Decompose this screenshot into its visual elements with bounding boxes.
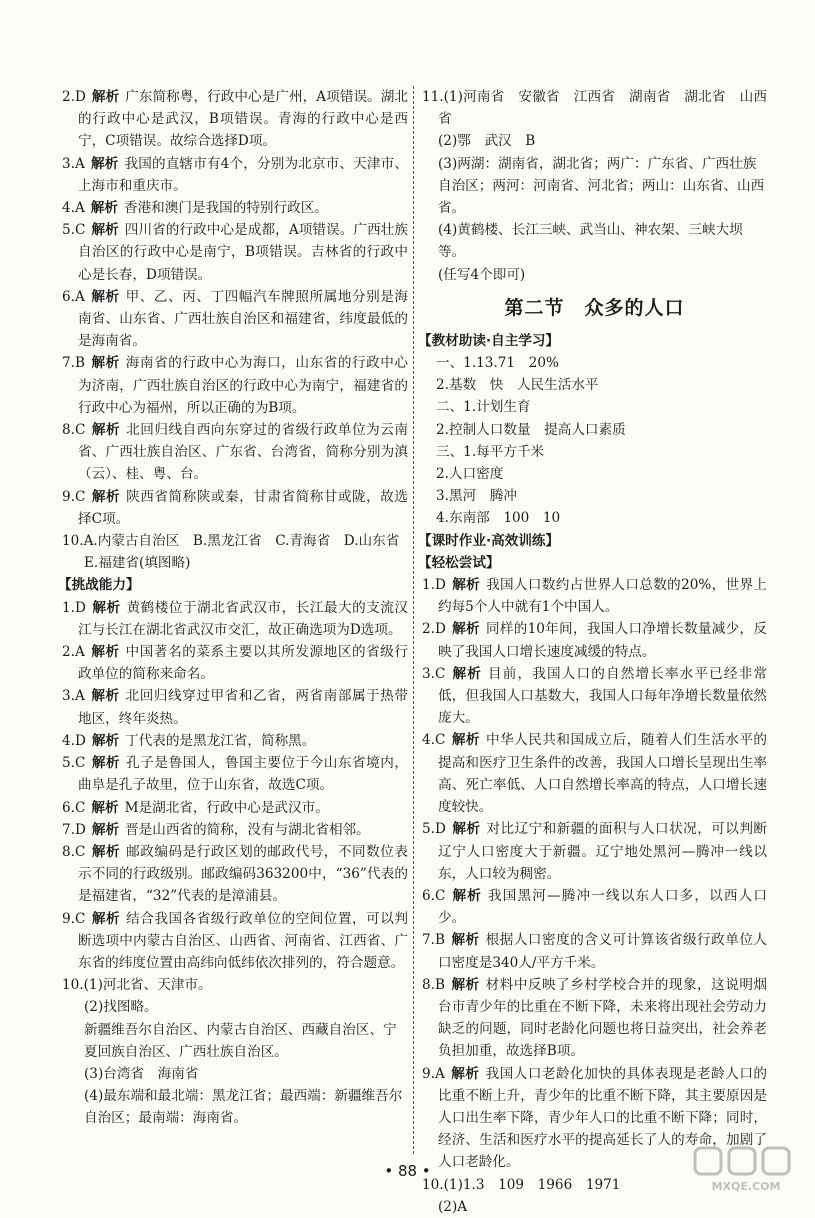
answer-item <box>422 974 767 1063</box>
answer-text: 邮政编码是行政区划的邮政代号，不同数位表示不同的行政级别。邮政编码363200中，“36”代表的是福建省，“32”代表的是漳浦县。 <box>78 843 408 905</box>
sub-answer: 新疆维吾尔自治区、内蒙古自治区、西藏自治区、宁夏回族自治区、广西壮族自治区。 <box>84 1021 397 1060</box>
answer-number: 4.A <box>62 200 85 217</box>
answer-item <box>62 841 408 908</box>
sub-answer: (2)鄂 武汉 B <box>438 133 536 150</box>
answer-text: 同样的10年间，我国人口净增长数量减少，反映了我国人口增长速度减缓的特点。 <box>438 621 768 660</box>
answer-text: 北回归线自西向东穿过的省级行政单位为云南省、广西壮族自治区、广东省、台湾省，简称分别为滇（云）、桂、粤、台。 <box>78 422 408 483</box>
answer-item <box>62 486 408 530</box>
answer-text: 中华人民共和国成立后，随着人们生活水平的提高和医疗卫生条件的改善，我国人口增长呈现出生率高、死亡率低、人口自然增长率高的特点，人口增长速度较快。 <box>438 732 768 816</box>
answer-text: 根据人口密度的含义可计算该省级行政单位人口密度是340人/平方千米。 <box>438 932 768 971</box>
answer-text: 10.(1)1.3 109 1966 1971 <box>422 1176 621 1193</box>
answer-item <box>62 908 408 975</box>
watermark-logo-icon <box>691 1144 801 1194</box>
answer-number: 5.D <box>422 821 446 838</box>
section-heading: 【教材助读·自主学习】 <box>418 332 560 349</box>
answer-item <box>422 929 767 973</box>
fill-answer: 3.黑河 腾冲 <box>436 488 517 505</box>
fill-answer: 2.控制人口数量 提高人口素质 <box>436 421 626 438</box>
answer-text: 北回归线穿过甲省和乙省，两省南部属于热带地区，终年炎热。 <box>78 688 408 727</box>
answer-text: 结合我国各省级行政单位的空间位置，可以判断选项中内蒙古自治区、山西省、河南省、江西省、广东省的纬度位置由高纬向低纬依次排列的，符合题意。 <box>78 910 408 971</box>
analysis-label: 解析 <box>90 688 120 705</box>
answer-item <box>62 352 408 419</box>
answer-number: 3.A <box>62 155 85 172</box>
answer-number: 8.B <box>422 976 445 993</box>
answer-item <box>62 641 408 685</box>
answer-number: 3.A <box>62 688 85 705</box>
analysis-label: 解析 <box>451 887 483 904</box>
analysis-label: 解析 <box>450 932 480 949</box>
answer-number: 7.D <box>62 821 86 838</box>
answer-number: 1.D <box>62 599 86 616</box>
sub-answer: (4)黄鹤楼、长江三峡、武当山、神农架、三峡大坝等。 <box>438 222 743 261</box>
answer-text: 晋是山西省的简称，没有与湖北省相邻。 <box>125 821 370 838</box>
answer-number: 6.C <box>62 799 86 816</box>
fill-answer: 三、1.每平方千米 <box>436 443 545 460</box>
answer-text: 对比辽宁和新疆的面积与人口状况，可以判断辽宁人口密度大于新疆。辽宁地处黑河—腾冲一线以东，人口较为稠密。 <box>438 821 768 882</box>
page-number: • 88 • <box>384 1162 431 1180</box>
answer-text: 我国人口数约占世界人口总数的20%，世界上约每5个人中就有1个中国人。 <box>438 577 768 616</box>
answer-number: 3.C <box>422 665 446 682</box>
left-column <box>58 86 409 1130</box>
answer-number: 7.B <box>422 932 445 949</box>
answer-text: 孔子是鲁国人，鲁国主要位于今山东省境内，曲阜是孔子故里，位于山东省，故选C项。 <box>78 755 408 794</box>
answer-item <box>62 86 408 153</box>
answer-item <box>422 618 767 662</box>
answer-number: 9.A <box>422 1065 445 1082</box>
analysis-label: 解析 <box>451 732 481 749</box>
answer-text: 我国人口老龄化加快的具体表现是老龄人口的比重不断上升，青少年的比重不断下降，其主要原因是人口出生率下降，青少年人口的比重不断下降；同时，经济、生活和医疗水平的提高延长了人的寿命，加剧了人口老龄化。 <box>438 1065 768 1171</box>
answer-item <box>422 885 767 929</box>
answer-number: 2.D <box>62 89 86 105</box>
answer-number: 1.D <box>422 577 446 594</box>
answer-item <box>62 685 408 729</box>
analysis-label: 解析 <box>91 732 120 749</box>
answer-number: 8.C <box>62 422 86 439</box>
answer-item <box>62 419 408 486</box>
answer-item <box>422 663 767 730</box>
watermark-text: MXQE.COM <box>711 1180 781 1193</box>
answer-text: M是湖北省，行政中心是武汉市。 <box>124 799 329 816</box>
analysis-label: 解析 <box>91 799 119 816</box>
fill-answer: 4.东南部 100 10 <box>436 510 561 527</box>
answer-number: 6.C <box>422 887 446 904</box>
fill-answer: 二、1.计划生育 <box>436 399 531 416</box>
answer-text: 海南省的行政中心为海口，山东省的行政中心为济南，广西壮族自治区的行政中心为南宁，福建省的行政中心为福州，所以正确的为B项。 <box>78 355 409 416</box>
analysis-label: 解析 <box>90 644 120 661</box>
answer-number: 8.C <box>62 843 86 860</box>
answer-number: 5.C <box>62 755 86 772</box>
answer-number: 9.C <box>62 488 86 505</box>
answer-number: 6.A <box>62 288 85 305</box>
answer-item <box>62 730 408 752</box>
analysis-label: 解析 <box>91 910 121 927</box>
sub-answer: (2)找图略。 <box>84 999 158 1016</box>
analysis-label: 解析 <box>451 821 481 838</box>
answer-text: 陕西省简称陕或秦，甘肃省简称甘或陇，故选择C项。 <box>78 488 408 527</box>
answer-number: 4.C <box>422 732 446 749</box>
answer-text: 甲、乙、丙、丁四幅汽车牌照所属地分别是海南省、山东省、广西壮族自治区和福建省，纬度最低的是海南省。 <box>78 288 408 350</box>
analysis-label: 解析 <box>451 577 481 594</box>
answer-text: 10.(1)河北省、天津市。 <box>62 977 212 994</box>
fill-answer: 2.基数 快 人民生活水平 <box>436 377 599 394</box>
analysis-label: 解析 <box>90 355 120 372</box>
analysis-label: 解析 <box>90 155 119 172</box>
answer-text: 我国黑河—腾冲一线以东人口多，以西人口少。 <box>438 887 768 927</box>
analysis-label: 解析 <box>91 222 119 239</box>
answer-item <box>62 530 408 552</box>
answer-item <box>62 819 408 841</box>
analysis-label: 解析 <box>90 200 118 217</box>
answer-item <box>62 197 408 219</box>
answer-item <box>62 597 408 641</box>
answer-item <box>422 86 767 130</box>
answer-item <box>62 153 408 197</box>
answer-text: 黄鹤楼位于湖北省武汉市，长江最大的支流汉江与长江在湖北省武汉市交汇，故正确选项为D选项。 <box>78 599 409 638</box>
analysis-label: 解析 <box>451 621 480 638</box>
analysis-label: 解析 <box>90 288 120 305</box>
sub-answer: (2)A <box>438 1198 468 1215</box>
section-heading: 【挑战能力】 <box>58 577 140 594</box>
right-column <box>418 86 768 1218</box>
answer-text: 10.A.内蒙古自治区 B.黑龙江省 C.青海省 D.山东省 <box>62 533 400 550</box>
analysis-label: 解析 <box>91 755 121 772</box>
answer-item <box>422 818 767 885</box>
answer-number: 4.D <box>62 732 86 749</box>
section-heading: 【轻松尝试】 <box>418 554 500 571</box>
analysis-label: 解析 <box>450 1065 480 1082</box>
fill-answer: 2.人口密度 <box>436 466 504 483</box>
answer-item <box>62 752 408 796</box>
analysis-label: 解析 <box>91 843 121 860</box>
sub-answer: E.福建省(填图略) <box>84 555 191 572</box>
sub-answer: (4)最东端和最北端：黑龙江省；最西端：新疆维吾尔自治区；最南端：海南省。 <box>84 1088 403 1127</box>
answer-text: 丁代表的是黑龙江省，简称黑。 <box>125 732 316 749</box>
answer-text: 我国的直辖市有4个，分别为北京市、天津市、上海市和重庆市。 <box>78 155 409 194</box>
answer-item <box>62 286 408 353</box>
answer-text: 目前，我国人口的自然增长率水平已经非常低，但我国人口基数大，我国人口每年净增长数量依然庞大。 <box>438 665 768 727</box>
analysis-label: 解析 <box>91 89 120 105</box>
section-heading: 【课时作业·高效训练】 <box>418 532 560 549</box>
answer-text: 11.(1)河南省 安徽省 江西省 湖南省 湖北省 山西省 <box>422 89 767 128</box>
fill-answer: 一、1.13.71 20% <box>436 355 559 372</box>
answer-item <box>422 729 767 818</box>
analysis-label: 解析 <box>451 665 483 682</box>
answer-number: 7.B <box>62 355 85 372</box>
answer-number: 5.C <box>62 222 86 239</box>
sub-answer: (3)台湾省 海南省 <box>84 1065 199 1082</box>
answer-text: 广东简称粤，行政中心是广州，A项错误。湖北的行政中心是武汉，B项错误。青海的行政中心是西宁，C项错误。故综合选择D项。 <box>78 89 408 150</box>
answer-item <box>62 974 408 996</box>
analysis-label: 解析 <box>91 821 120 838</box>
sub-answer: (任写4个即可) <box>438 266 526 283</box>
sub-answer: (3)两湖：湖南省，湖北省；两广：广东省、广西壮族自治区；两河：河南省、河北省；两山：山东省、山西省。 <box>438 155 765 217</box>
answer-number: 2.D <box>422 621 446 638</box>
answer-text: 中国著名的菜系主要以其所发源地区的省级行政单位的简称来命名。 <box>78 644 408 683</box>
answer-text: 香港和澳门是我国的特别行政区。 <box>123 200 328 217</box>
analysis-label: 解析 <box>450 976 480 993</box>
analysis-label: 解析 <box>91 422 121 439</box>
answer-item <box>422 574 767 618</box>
answer-number: 2.A <box>62 644 85 661</box>
analysis-label: 解析 <box>91 599 121 616</box>
answer-item <box>62 219 408 286</box>
answer-number: 9.C <box>62 910 86 927</box>
chapter-title: 第二节 众多的人口 <box>504 296 685 319</box>
answer-text: 四川省的行政中心是成都，A项错误。广西壮族自治区的行政中心是南宁，B项错误。吉林省的行政中心是长春，D项错误。 <box>78 222 408 283</box>
analysis-label: 解析 <box>91 488 121 505</box>
column-divider <box>413 86 414 1154</box>
answer-text: 材料中反映了乡村学校合并的现象，这说明烟台市青少年的比重在不断下降，未来将出现社会劳动力缺乏的问题，同时老龄化问题也将日益突出，社会养老负担加重，故选择B项。 <box>438 976 768 1060</box>
answer-item <box>62 797 408 819</box>
